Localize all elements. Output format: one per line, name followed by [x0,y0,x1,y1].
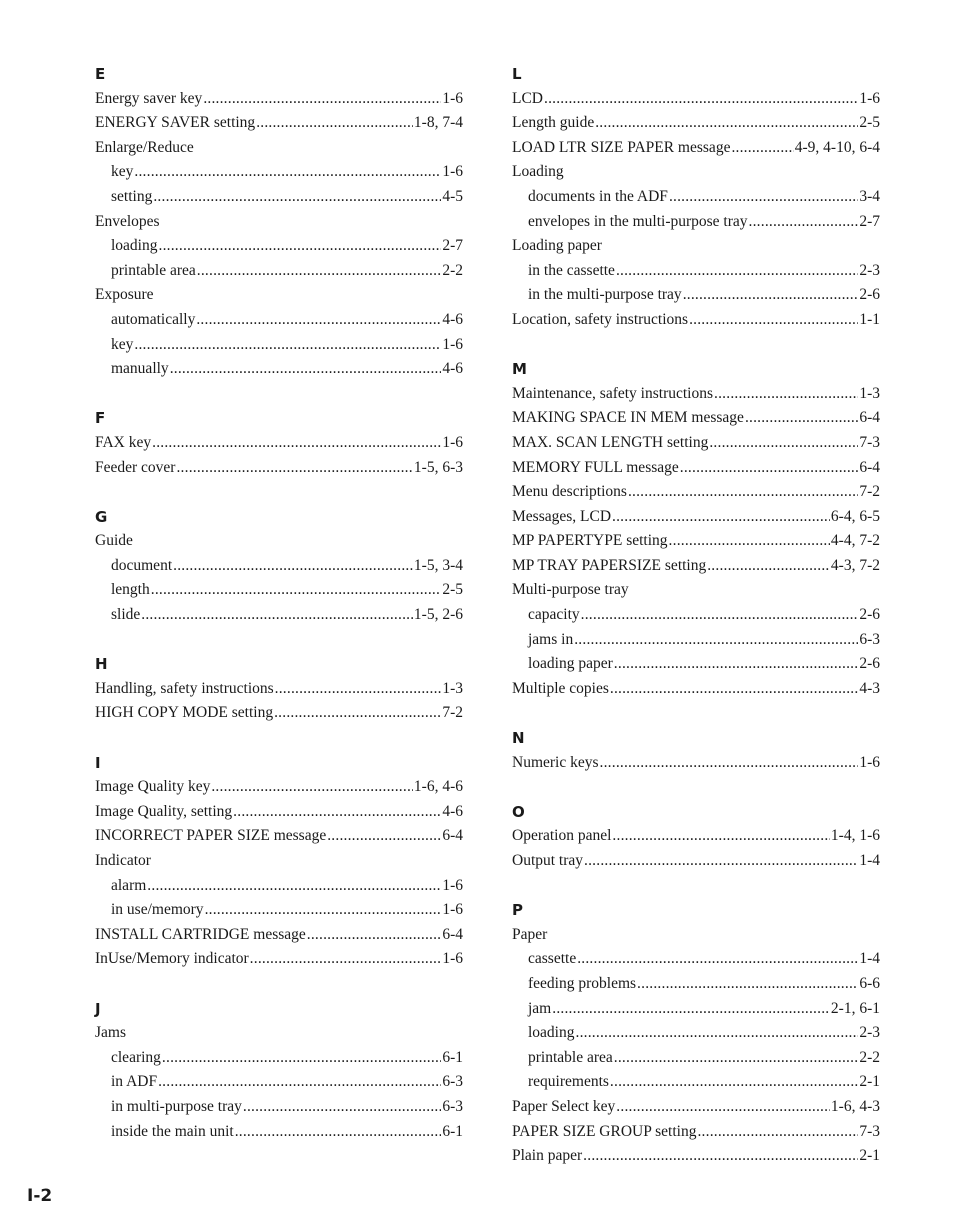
index-term: in the cassette [528,261,615,279]
index-term: INCORRECT PAPER SIZE message [95,827,327,845]
index-entry [95,87,463,112]
page-reference: 6-1 [442,1048,463,1066]
page-reference: 7-2 [442,704,463,722]
page-reference: 1-6 [442,89,463,107]
index-term: INSTALL CARTRIDGE message [95,925,306,943]
dot-leader [610,1070,858,1095]
index-term: LCD [512,89,543,107]
index-term: jams in [528,630,574,648]
index-section [512,898,880,1169]
page-reference: 3-4 [859,187,880,205]
index-subentry [95,333,463,358]
dot-leader [745,406,858,431]
index-term: InUse/Memory indicator [95,950,249,968]
dot-leader [731,136,793,161]
index-entry [95,431,463,456]
index-entry [512,382,880,407]
dot-leader [162,1046,441,1071]
index-term: Maintenance, safety instructions [512,384,714,402]
index-term: envelopes in the multi-purpose tray [528,212,748,230]
index-entry [95,701,463,726]
dot-leader [159,234,442,259]
index-subentry [512,185,880,210]
index-term: LOAD LTR SIZE PAPER message [512,138,731,156]
index-term: Length guide [512,114,595,132]
index-entry [95,775,463,800]
page-reference: 6-3 [859,630,880,648]
dot-leader [307,923,442,948]
index-entry [95,1021,463,1046]
page-reference: 6-4 [442,827,463,845]
dot-leader [697,1120,858,1145]
index-term: Handling, safety instructions [95,679,274,697]
dot-leader [327,824,441,849]
page-reference: 1-5, 2-6 [413,606,463,624]
index-term: Image Quality key [95,778,211,796]
index-entry [512,529,880,554]
index-term: ENERGY SAVER setting [95,114,256,132]
dot-leader [689,308,858,333]
index-term: in multi-purpose tray [111,1097,242,1115]
index-subentry [95,1095,463,1120]
page-reference: 1-6 [442,163,463,181]
index-entry [95,529,463,554]
index-term: feeding problems [528,974,637,992]
dot-leader [637,972,858,997]
page-reference: 4-9, 4-10, 6-4 [794,138,880,156]
index-subentry [95,160,463,185]
index-entry [95,947,463,972]
section-letter: J [95,999,101,1018]
page-reference: 1-4 [859,950,880,968]
index-subentry [512,947,880,972]
index-term: Energy saver key [95,89,203,107]
page-reference: 2-7 [859,212,880,230]
index-subentry [95,234,463,259]
dot-leader [205,898,442,923]
index-term: Envelopes [95,212,160,230]
index-section [95,751,463,972]
index-entry [95,800,463,825]
index-entry [95,456,463,481]
index-entry [512,87,880,112]
index-subentry [95,578,463,603]
index-term: in the multi-purpose tray [528,286,682,304]
index-term: Paper Select key [512,1097,616,1115]
index-term: Paper [512,925,548,943]
page-reference: 2-3 [859,261,880,279]
page-reference: 1-5, 3-4 [413,556,463,574]
page-reference: 4-3 [859,679,880,697]
index-term: Plain paper [512,1147,583,1165]
index-term: documents in the ADF [528,187,668,205]
dot-leader [147,874,441,899]
index-term: HIGH COPY MODE setting [95,704,274,722]
dot-leader [275,677,442,702]
index-term: clearing [111,1048,161,1066]
section-letter: F [95,409,106,428]
index-section [512,800,880,874]
index-term: Multi-purpose tray [512,581,629,599]
index-term: automatically [111,310,196,328]
dot-leader [628,480,858,505]
dot-leader [211,775,413,800]
page-reference: 1-6 [442,901,463,919]
dot-leader [152,431,441,456]
index-term: Output tray [512,852,584,869]
index-term: MP TRAY PAPERSIZE setting [512,556,707,574]
index-term: Operation panel [512,827,612,845]
index-entry [512,1144,880,1169]
page-reference: 1-6 [442,335,463,353]
index-entry [512,160,880,185]
page-reference: 6-6 [859,974,880,992]
dot-leader [669,185,858,210]
dot-leader [576,1021,859,1046]
page-reference: 1-8, 7-4 [413,114,463,132]
page-reference: 2-5 [859,114,880,132]
page-reference: 1-6 [859,753,880,771]
index-entry [512,111,880,136]
index-subentry [512,1070,880,1095]
index-entry [512,751,880,776]
page-reference: 2-1, 6-1 [830,999,880,1017]
dot-leader [595,111,858,136]
section-letter: L [512,65,522,83]
index-subentry [512,997,880,1022]
page-reference: 2-2 [859,1048,880,1066]
index-subentry [95,554,463,579]
index-section [512,357,880,701]
page-reference: 1-6 [442,876,463,894]
dot-leader [612,505,830,530]
page-reference: 4-6 [442,360,463,378]
index-entry [512,505,880,530]
index-subentry [512,283,880,308]
dot-leader [616,1095,830,1120]
page-reference: 6-4 [859,458,880,476]
dot-leader [256,111,413,136]
dot-leader [581,603,859,628]
page-reference: 2-1 [859,1147,880,1165]
index-subentry [95,1120,463,1145]
index-section [512,62,880,333]
index-term: Enlarge/Reduce [95,138,194,156]
page-reference: 2-7 [442,237,463,255]
index-term: MAX. SCAN LENGTH setting [512,433,709,451]
index-term: document [111,556,173,574]
index-term: printable area [528,1048,613,1066]
index-subentry [512,972,880,997]
index-term: in use/memory [111,901,204,919]
index-entry [512,431,880,456]
dot-leader [669,529,830,554]
page-reference: 6-4 [859,409,880,427]
dot-leader [707,554,830,579]
dot-leader [134,333,441,358]
index-subentry [512,628,880,653]
section-letter: E [95,65,106,83]
index-term: setting [111,187,153,205]
index-term: Menu descriptions [512,483,627,501]
index-section [512,726,880,775]
page-reference: 1-3 [859,384,880,402]
index-term: PAPER SIZE GROUP setting [512,1122,697,1140]
page-reference: 2-6 [859,606,880,624]
index-entry [512,136,880,161]
index-subentry [512,259,880,284]
page-reference: 2-6 [859,286,880,304]
index-entry [512,824,880,849]
index-subentry [95,259,463,284]
page-reference: 1-1 [859,310,880,328]
index-subentry [512,1046,880,1071]
dot-leader [196,308,441,333]
index-term: capacity [528,606,580,624]
dot-leader [197,259,442,284]
index-section [95,505,463,628]
section-letter: O [512,802,525,821]
index-entry [512,849,880,874]
page-reference: 1-4, 1-6 [830,827,880,845]
index-entry [95,111,463,136]
index-term: Guide [95,532,133,550]
index-subentry [95,603,463,628]
page-reference: 2-1 [859,1073,880,1091]
page-reference: 1-5, 6-3 [413,458,463,476]
index-subentry [512,603,880,628]
dot-leader [153,185,441,210]
dot-leader [173,554,413,579]
index-term: Multiple copies [512,679,609,697]
dot-leader [612,824,830,849]
dot-leader [151,578,442,603]
dot-leader [574,628,858,653]
page-reference: 6-1 [442,1122,463,1140]
index-term: manually [111,360,169,378]
page-reference: 1-4 [859,852,880,869]
index-entry [512,308,880,333]
index-section [95,406,463,480]
index-entry [512,677,880,702]
index-subentry [95,874,463,899]
dot-leader [614,1046,859,1071]
section-letter: H [95,655,108,674]
index-entry [95,849,463,874]
index-term: MAKING SPACE IN MEM message [512,409,744,427]
dot-leader [610,677,858,702]
index-term: Exposure [95,286,154,304]
dot-leader [250,947,442,972]
dot-leader [616,259,858,284]
index-term: MP PAPERTYPE setting [512,532,668,550]
index-term: cassette [528,950,577,968]
index-term: Image Quality, setting [95,802,233,820]
index-entry [95,677,463,702]
index-entry [512,923,880,948]
page-reference: 1-6 [442,433,463,451]
page-reference: 7-3 [859,1122,880,1140]
page-reference: 2-2 [442,261,463,279]
dot-leader [243,1095,441,1120]
index-term: FAX key [95,433,152,451]
index-term: key [111,335,134,353]
index-entry [512,456,880,481]
index-term: key [111,163,134,181]
dot-leader [709,431,858,456]
index-term: printable area [111,261,196,279]
index-subentry [95,185,463,210]
dot-leader [749,210,859,235]
section-letter: G [95,507,108,526]
index-entry [512,578,880,603]
page-reference: 4-3, 7-2 [830,556,880,574]
index-term: Indicator [95,852,151,869]
dot-leader [552,997,830,1022]
page-reference: 4-5 [442,187,463,205]
index-term: loading [528,1024,575,1042]
index-term: loading [111,237,158,255]
index-term: Loading paper [512,237,602,255]
page-reference: 4-6 [442,310,463,328]
index-subentry [512,652,880,677]
dot-leader [134,160,441,185]
section-letter: I [95,753,101,772]
index-term: loading paper [528,655,613,673]
dot-leader [544,87,858,112]
index-term: jam [528,999,552,1017]
index-subentry [95,308,463,333]
index-term: alarm [111,876,147,894]
index-entry [95,283,463,308]
index-entry [95,923,463,948]
index-entry [512,406,880,431]
index-entry [512,1120,880,1145]
index-section [95,652,463,726]
right-column [512,62,880,1193]
page-reference: 4-4, 7-2 [830,532,880,550]
page-reference: 4-6 [442,802,463,820]
index-term: requirements [528,1073,609,1091]
page-reference: 6-4, 6-5 [830,507,880,525]
page-reference: 6-4 [442,925,463,943]
index-term: Jams [95,1024,126,1042]
index-entry [95,824,463,849]
page-reference: 6-3 [442,1097,463,1115]
dot-leader [233,800,441,825]
index-term: inside the main unit [111,1122,234,1140]
index-entry [512,234,880,259]
index-term: Location, safety instructions [512,310,689,328]
dot-leader [714,382,858,407]
section-letter: M [512,360,527,379]
index-entry [512,1095,880,1120]
index-term: in ADF [111,1073,158,1091]
dot-leader [274,701,441,726]
page-reference: 1-6, 4-3 [830,1097,880,1115]
dot-leader [683,283,859,308]
section-letter: N [512,729,525,748]
page-reference: 7-2 [859,483,880,501]
index-section [95,997,463,1145]
index-term: slide [111,606,141,624]
index-term: Feeder cover [95,458,176,476]
page-reference: 6-3 [442,1073,463,1091]
dot-leader [176,456,412,481]
section-letter: P [512,901,523,920]
index-subentry [95,357,463,382]
page-reference: 1-6, 4-6 [413,778,463,796]
page-reference: 2-3 [859,1024,880,1042]
left-column [95,62,463,1169]
index-subentry [95,1070,463,1095]
index-subentry [512,1021,880,1046]
page-number: I-2 [27,1186,53,1206]
index-term: Messages, LCD [512,507,612,525]
index-subentry [512,210,880,235]
index-entry [95,210,463,235]
dot-leader [583,1144,858,1169]
index-entry [512,480,880,505]
dot-leader [600,751,859,776]
dot-leader [584,849,858,874]
dot-leader [203,87,441,112]
index-subentry [95,1046,463,1071]
dot-leader [170,357,442,382]
dot-leader [614,652,859,677]
page-reference: 1-3 [442,679,463,697]
dot-leader [158,1070,441,1095]
index-term: MEMORY FULL message [512,458,679,476]
index-term: length [111,581,150,599]
dot-leader [680,456,859,481]
dot-leader [235,1120,442,1145]
index-subentry [95,898,463,923]
page-reference: 2-6 [859,655,880,673]
dot-leader [141,603,413,628]
index-entry [512,554,880,579]
index-entry [95,136,463,161]
page-reference: 1-6 [859,89,880,107]
dot-leader [577,947,858,972]
page-reference: 2-5 [442,581,463,599]
index-term: Numeric keys [512,753,599,771]
page-reference: 1-6 [442,950,463,968]
page-reference: 7-3 [859,433,880,451]
index-section [95,62,463,382]
index-term: Loading [512,163,564,181]
